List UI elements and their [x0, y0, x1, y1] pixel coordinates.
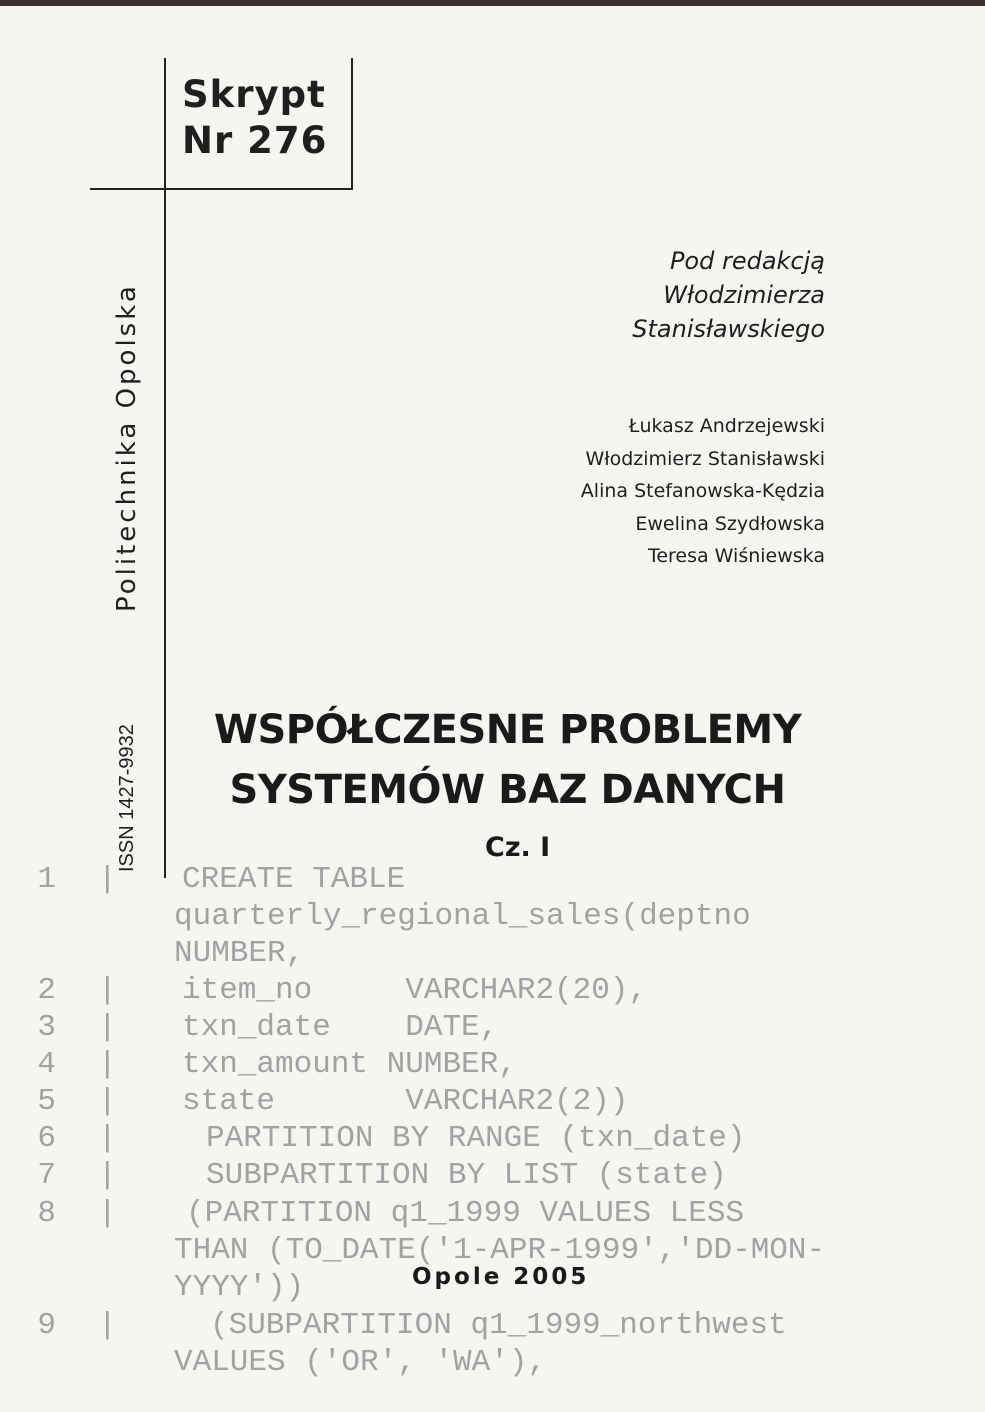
series-label — [182, 72, 342, 164]
publication-place-year: Opole 2005 — [412, 1264, 590, 1290]
code-gutter-bar: | — [98, 973, 117, 1008]
code-line: state VARCHAR2(2)) — [182, 1084, 629, 1119]
code-line: quarterly_regional_sales(deptno — [174, 899, 751, 934]
code-line-number: 5 — [37, 1084, 56, 1119]
code-line: NUMBER, — [174, 936, 305, 971]
code-line: (PARTITION q1_1999 VALUES LESS — [186, 1196, 745, 1231]
code-line-number: 3 — [37, 1010, 56, 1045]
editor-line-3: Stanisławskiego — [632, 315, 825, 343]
code-gutter-bar: | — [98, 1047, 117, 1082]
code-line: item_no VARCHAR2(20), — [182, 973, 648, 1008]
code-gutter-bar: | — [98, 1084, 117, 1119]
author: Łukasz Andrzejewski — [628, 415, 825, 437]
code-line: THAN (TO_DATE('1-APR-1999','DD-MON- — [174, 1233, 826, 1268]
code-gutter-bar: | — [98, 1010, 117, 1045]
code-line-number: 1 — [37, 862, 56, 897]
divider-horizontal — [90, 188, 353, 190]
code-line-number: 7 — [37, 1158, 56, 1193]
code-line-number: 2 — [37, 973, 56, 1008]
title-line-1: WSPÓŁCZESNE PROBLEMY — [213, 707, 802, 753]
code-line: (SUBPARTITION q1_1999_northwest — [210, 1308, 787, 1343]
university-name: Politechnika Opolska — [112, 283, 142, 612]
author: Włodzimierz Stanisławski — [585, 447, 825, 470]
author: Ewelina Szydłowska — [635, 512, 825, 535]
code-line-number: 8 — [37, 1196, 56, 1231]
divider-vertical-right — [351, 58, 353, 190]
issn: ISSN 1427-9932 — [116, 724, 138, 872]
code-line: VALUES ('OR', 'WA'), — [174, 1345, 547, 1380]
part-label: Cz. I — [485, 832, 551, 863]
code-gutter-bar: | — [98, 1121, 117, 1156]
code-line: SUBPARTITION BY LIST (state) — [206, 1158, 727, 1193]
author: Alina Stefanowska-Kędzia — [580, 480, 825, 502]
code-line: CREATE TABLE — [182, 862, 406, 897]
code-line-number: 9 — [37, 1308, 56, 1343]
top-edge — [0, 0, 985, 6]
book-title — [0, 700, 985, 820]
series-line-1: Skrypt — [182, 73, 326, 116]
code-line: txn_date DATE, — [182, 1010, 499, 1045]
code-line: YYYY')) — [174, 1270, 305, 1305]
author: Teresa Wiśniewska — [647, 545, 825, 567]
code-line-number: 4 — [37, 1047, 56, 1082]
title-line-2: SYSTEMÓW BAZ DANYCH — [229, 767, 786, 813]
author-list — [581, 410, 825, 573]
editor-line-2: Włodzimierza — [663, 281, 825, 309]
editor-line-1: Pod redakcją — [669, 247, 825, 275]
code-gutter-bar: | — [98, 1196, 117, 1231]
series-line-2: Nr 276 — [182, 119, 328, 162]
editor-block — [632, 244, 825, 346]
code-line-number: 6 — [37, 1121, 56, 1156]
divider-vertical-top — [164, 58, 166, 188]
code-line: txn_amount NUMBER, — [182, 1047, 517, 1082]
code-line: PARTITION BY RANGE (txn_date) — [206, 1121, 746, 1156]
code-gutter-bar: | — [98, 862, 117, 897]
code-gutter-bar: | — [98, 1158, 117, 1193]
code-gutter-bar: | — [98, 1308, 117, 1343]
